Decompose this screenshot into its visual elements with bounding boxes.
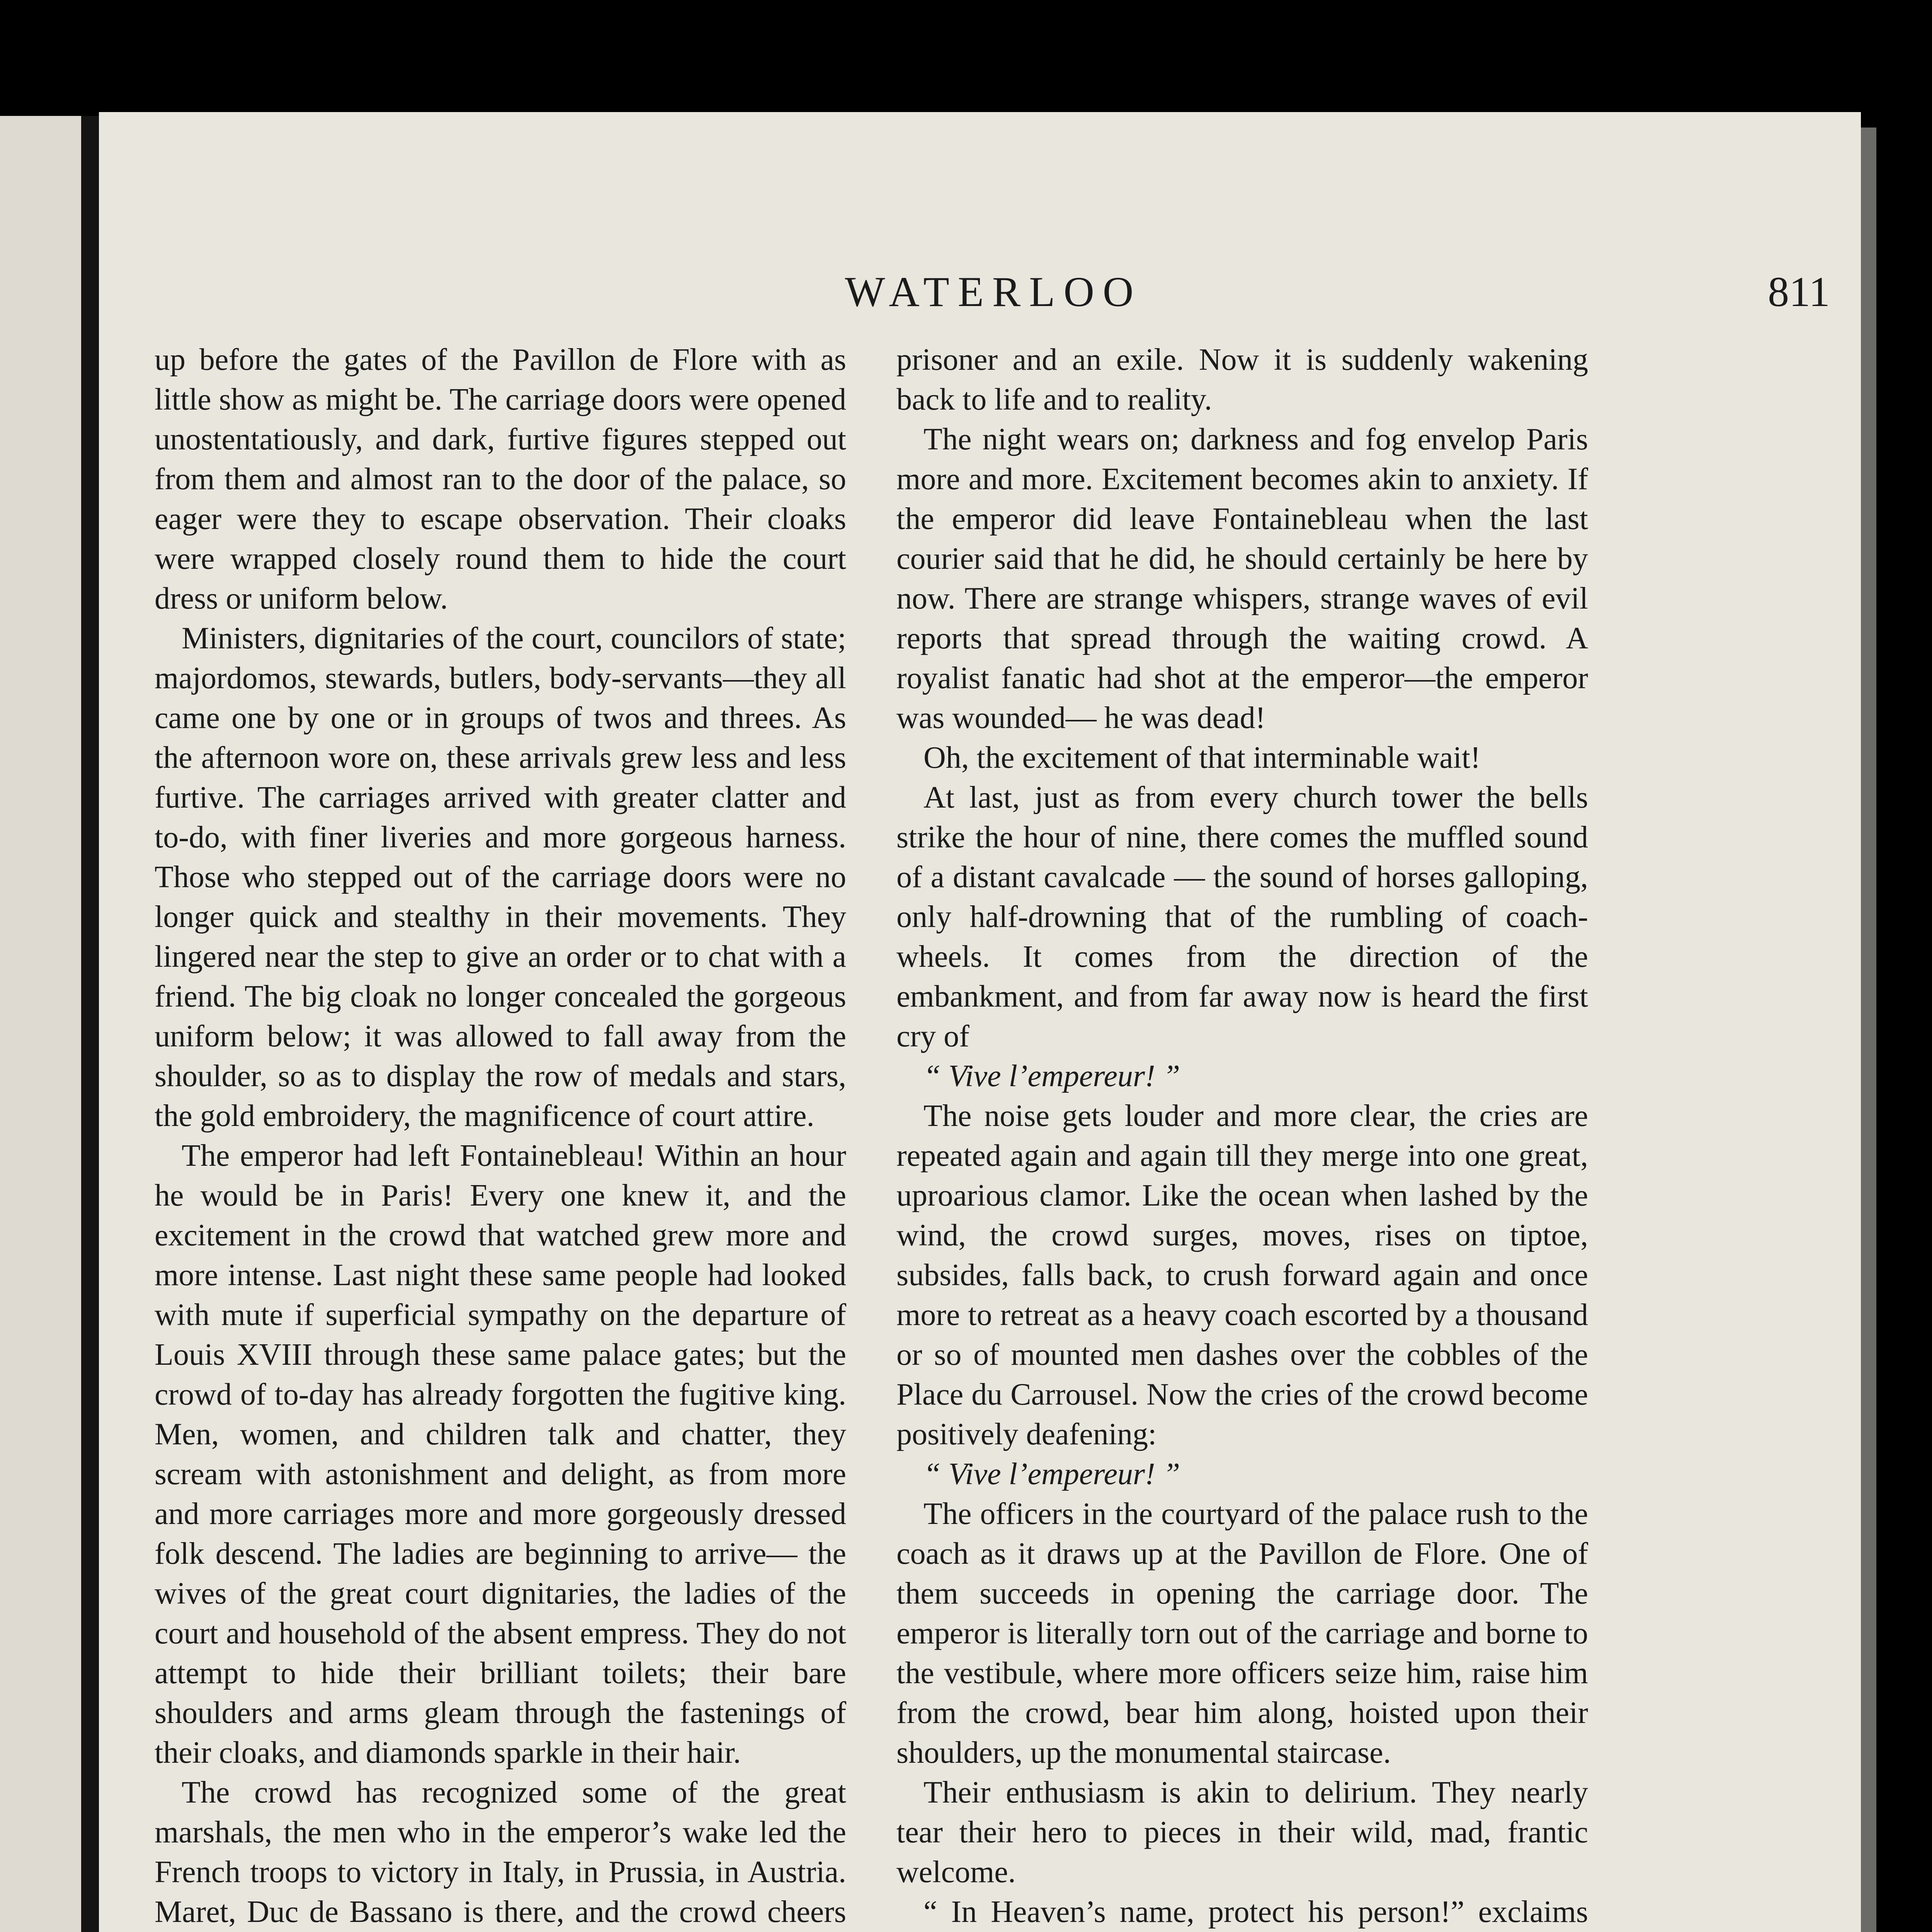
paragraph: prisoner and an exile. Now it is suddenly wakening back to life and to reality. bbox=[896, 343, 1588, 417]
paragraph: The emperor had left Fontainebleau! Within an hour he would be in Paris! Every one knew it, and the excitement in the crowd that watched grew more and more intense. Last night these same people had looked with mute if superficial sympathy on the departure of Louis XVIII through these same palace gates; but the crowd of to-day has already forgotten the fugitive king. Men, women, and children talk and chatter, they scream with astonishment and delight, as from more and more carriages more and more gorgeously dressed folk descend. The ladies are beginning to arrive— the wives of the great court dignitaries, the ladies of the court and household of the absent empress. They do not attempt to hide their brilliant toilets; their bare shoulders and arms gleam through the fastenings of their cloaks, and diamonds sparkle in their hair. bbox=[155, 1139, 846, 1770]
paragraph: Oh, the excitement of that interminable wait! bbox=[923, 741, 1481, 775]
paragraph: At last, just as from every church tower the bells strike the hour of nine, there comes the muffled sound of a distant cavalcade — the sound of horses galloping, only half-drowning that of the rumbling of coach-wheels. It comes from the direction of the embankment, and from far away now is heard the first cry of bbox=[896, 781, 1588, 1053]
paragraph: up before the gates of the Pavillon de Flore with as little show as might be. The carriage doors were opened unostentatiously, and dark, furtive figures stepped out from them and almost ran to the door of the palace, so eager were they to escape observation. Their cloaks were wrapped closely round them to hide the court dress or uniform below. bbox=[155, 343, 846, 616]
running-title: WATERLOO bbox=[845, 268, 1142, 315]
paragraph: Their enthusiasm is akin to delirium. They nearly tear their hero to pieces in their wild, mad, frantic welcome. bbox=[896, 1776, 1588, 1889]
paragraph: The noise gets louder and more clear, the cries are repeated again and again till they merge into one great, uproarious clamor. Like the ocean when lashed by the wind, the crowd surges, moves, rises on tiptoe, subsides, falls back, to crush forward again and once more to retreat as a heavy coach escorted by a thousand or so of mounted men dashes over the cobbles of the Place du Carrousel. Now the cries of the crowd become positively deafening: bbox=[896, 1099, 1588, 1451]
paragraph: “ Vive l’empereur! ” bbox=[923, 1457, 1180, 1491]
paragraph: The crowd has recognized some of the great marshals, the men who in the emperor’s wake led the French troops to victory in Italy, in Prussia, in Austria. Maret, Duc de Bassano is there, and the crowd cheers bbox=[155, 1776, 846, 1929]
paragraph: The officers in the courtyard of the palace rush to the coach as it draws up at the Pavillon de Flore. One of them succeeds in opening the carriage door. The emperor is literally torn out of the carriage and borne to the vestibule, where more officers seize him, raise him from the crowd, bear him along, hoisted upon their shoulders, up the monumental staircase. bbox=[896, 1497, 1588, 1770]
paragraph: “ In Heaven’s name, protect his person!” exclaims bbox=[923, 1895, 1588, 1929]
book-gutter bbox=[81, 116, 99, 1932]
page-number: 811 bbox=[1768, 268, 1830, 315]
page-header bbox=[157, 263, 1830, 328]
paragraph: Ministers, dignitaries of the court, councilors of state; majordomos, stewards, butlers, body-servants—they all came one by one or in groups of twos and threes. As the afternoon wore on, these arrivals grew less and less furtive. The carriages arrived with greater clatter and to-do, with finer liveries and more gorgeous harness. Those who stepped out of the carriage doors were no longer quick and stealthy in their movements. They lingered near the step to give an order or to chat with a friend. The big cloak no longer concealed the gorgeous uniform below; it was allowed to fall away from the shoulder, so as to display the row of medals and stars, the gold embroidery, the magnificence of court attire. bbox=[155, 621, 846, 1133]
page-shadow-edge bbox=[1861, 128, 1876, 1932]
text-column-left bbox=[155, 340, 846, 1932]
left-page-edge bbox=[0, 116, 81, 1932]
paragraph: The night wears on; darkness and fog envelop Paris more and more. Excitement becomes akin to anxiety. If the emperor did leave Fontainebleau when the last courier said that he did, he should certainly be here by now. There are strange whispers, strange waves of evil reports that spread through the waiting crowd. A royalist fanatic had shot at the emperor—the emperor was wounded— he was dead! bbox=[896, 422, 1588, 735]
text-column-right bbox=[896, 340, 1588, 1932]
paragraph: “ Vive l’empereur! ” bbox=[923, 1059, 1180, 1093]
